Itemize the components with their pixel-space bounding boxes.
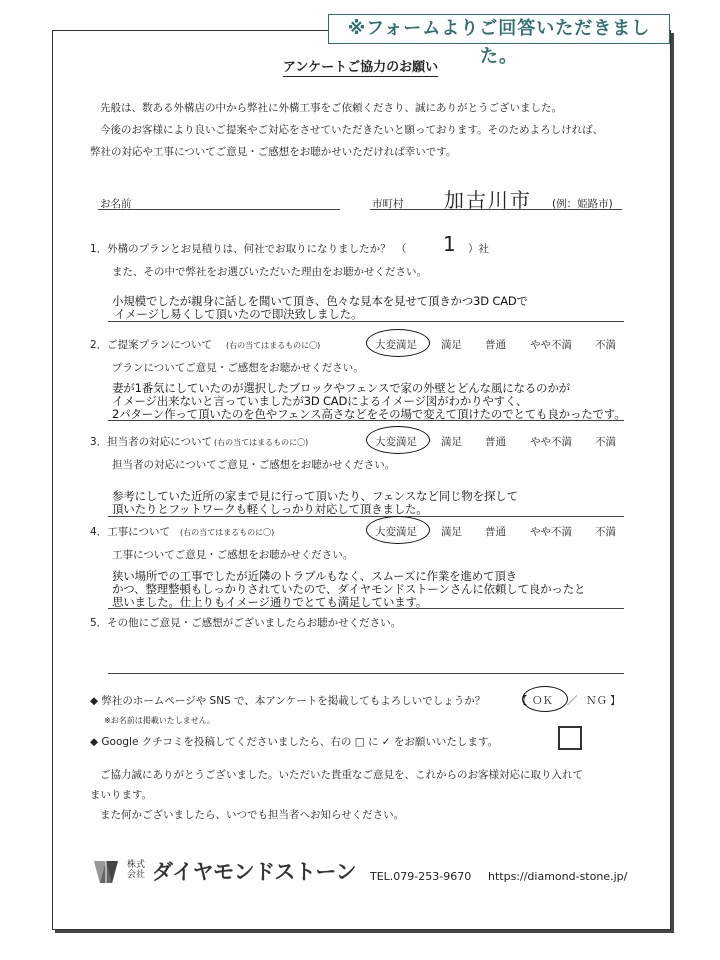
sns-bracket-open: 【 xyxy=(517,695,528,707)
q4-rating-2: 満足 xyxy=(441,526,462,538)
q5-answer-line xyxy=(108,673,624,674)
q4-text: 4．工事について xyxy=(90,526,170,538)
sns-bracket-close: 】 xyxy=(610,695,621,707)
q4-rating-4: やや不満 xyxy=(530,526,572,538)
q4-answer-line xyxy=(108,608,624,609)
q1-count: 1 xyxy=(443,232,458,256)
company-tel: TEL.079-253-9670 xyxy=(370,870,472,883)
q1-answer-2: イメージし易くして頂いたので即決致しました。 xyxy=(114,307,363,321)
q1-suffix: ）社 xyxy=(468,243,489,255)
q2-rating-3: 普通 xyxy=(485,339,506,351)
q3-rating-5: 不満 xyxy=(595,436,616,448)
q2-text: 2．ご提案プランについて xyxy=(90,339,212,351)
city-line xyxy=(370,209,622,210)
q2-rating-2: 満足 xyxy=(441,339,462,351)
q5-text: 5．その他にご意見・ご感想がございましたらお聴かせください。 xyxy=(90,617,402,629)
q3-text: 3．担当者の対応について xyxy=(90,436,212,448)
q3-sub: 担当者の対応についてご意見・ご感想をお聴かせください。 xyxy=(112,459,396,471)
sns-question: ◆ 弊社のホームページや SNS で、本アンケートを掲載してもよろしいでしょうか？ xyxy=(90,695,486,707)
q4-rating-note: (右の当てはまるものに〇) xyxy=(180,528,275,537)
q3-rating-1: 大変満足 xyxy=(375,436,417,448)
company-prefix: 株式 会社 xyxy=(127,860,146,880)
sns-ng-option[interactable]: ＮＧ xyxy=(586,695,607,707)
q3-answer-line xyxy=(108,516,624,517)
q3-rating-4: やや不満 xyxy=(530,436,572,448)
closing-line-1: ご協力誠にありがとうございました。いただいた貴重なご意見を、これからのお客様対応に取り入れて xyxy=(100,769,583,781)
page-title: アンケートご協力のお願い xyxy=(282,60,439,75)
city-value: 加古川市 xyxy=(444,188,532,212)
q4-sub: 工事についてご意見・ご感想をお聴かせください。 xyxy=(112,549,354,561)
q2-sub: プランについてご意見・ご感想をお聴かせください。 xyxy=(112,362,364,374)
company-name: ダイヤモンドストーン xyxy=(152,860,356,884)
q4-answer-2: かつ、整理整頓もしっかりされていたので、ダイヤモンドストーンさんに依頼して良かったと xyxy=(112,582,586,596)
q2-rating-note: (右の当てはまるものに〇) xyxy=(226,341,321,350)
q3-rating-3: 普通 xyxy=(485,436,506,448)
google-review-text: ◆ Google クチコミを投稿してくださいましたら、右の □ に ✓ をお願いいたします。 xyxy=(90,736,499,748)
closing-line-3: また何かございましたら、いつでも担当者へお知らせください。 xyxy=(100,809,405,821)
q4-rating-5: 不満 xyxy=(595,526,616,538)
closing-line-2: まいります。 xyxy=(90,789,153,801)
q4-rating-3: 普通 xyxy=(485,526,506,538)
q2-rating-5: 不満 xyxy=(595,339,616,351)
sns-ok-option[interactable]: ＯＫ xyxy=(532,695,553,707)
diamond-logo-icon xyxy=(90,855,122,887)
q1-answer-1: 小規模でしたが親身に話しを聞いて頂き、色々な見本を見せて頂きかつ3D CADで xyxy=(112,294,528,308)
city-label: 市町村 xyxy=(372,198,404,210)
q2-answer-2: イメージ出来ないと言っていましたが3D CADによるイメージ図がわかりやすく、 xyxy=(112,394,528,408)
city-example: (例：姫路市) xyxy=(552,198,613,210)
q2-rating-1: 大変満足 xyxy=(375,339,417,351)
q3-rating-note: (右の当てはまるものに〇) xyxy=(214,438,309,447)
q4-rating-1: 大変満足 xyxy=(375,526,417,538)
q2-answer-1: 妻が1番気にしていたのが選択したブロックやフェンスで家の外壁とどんな風になるのかが xyxy=(112,381,570,395)
google-review-checkbox[interactable] xyxy=(558,726,582,750)
sns-slash: ／ xyxy=(567,695,578,707)
name-line xyxy=(98,209,340,210)
q2-rating-4: やや不満 xyxy=(530,339,572,351)
q2-answer-3: 2パターン作って頂いたのを色やフェンス高さなどをその場で変えて頂けたのでとても良かったです。 xyxy=(112,407,626,421)
name-label: お名前 xyxy=(100,198,132,210)
q4-answer-1: 狭い場所での工事でしたが近隣のトラブルもなく、スムーズに作業を進めて頂き xyxy=(112,569,517,583)
sns-note: ※お名前は掲載いたしません。 xyxy=(104,716,216,725)
intro-line-3: 弊社の対応や工事についてご意見・ご感想をお聴かせいただければ幸いです。 xyxy=(90,146,457,158)
q3-answer-1: 参考にしていた近所の家まで見に行って頂いたり、フェンスなど同じ物を探して xyxy=(112,489,518,503)
intro-line-2: 今後のお客様により良いご提案やご対応をさせていただきたいと願っております。そのためよろしければ、 xyxy=(100,124,604,136)
q1-text: 1．外構のプランとお見積りは、何社でお取りになりましたか？ （ xyxy=(90,243,407,255)
company-url[interactable]: https://diamond-stone.jp/ xyxy=(488,870,628,883)
q1-sub: また、その中で弊社をお選びいただいた理由をお聴かせください。 xyxy=(112,266,427,278)
q3-rating-2: 満足 xyxy=(441,436,462,448)
intro-line-1: 先般は、数ある外構店の中から弊社に外構工事をご依頼くださり、誠にありがとうございました。 xyxy=(100,102,562,114)
q1-answer-line xyxy=(108,321,624,322)
q3-answer-2: 頂いたりとフットワークも軽くしっかり対応して頂きました。 xyxy=(112,502,428,516)
form-banner: ※フォームよりご回答いただきました。 xyxy=(328,14,670,44)
q2-answer-line xyxy=(108,420,624,421)
q4-answer-3: 思いました。仕上りもイメージ通りでとても満足しています。 xyxy=(112,595,428,609)
